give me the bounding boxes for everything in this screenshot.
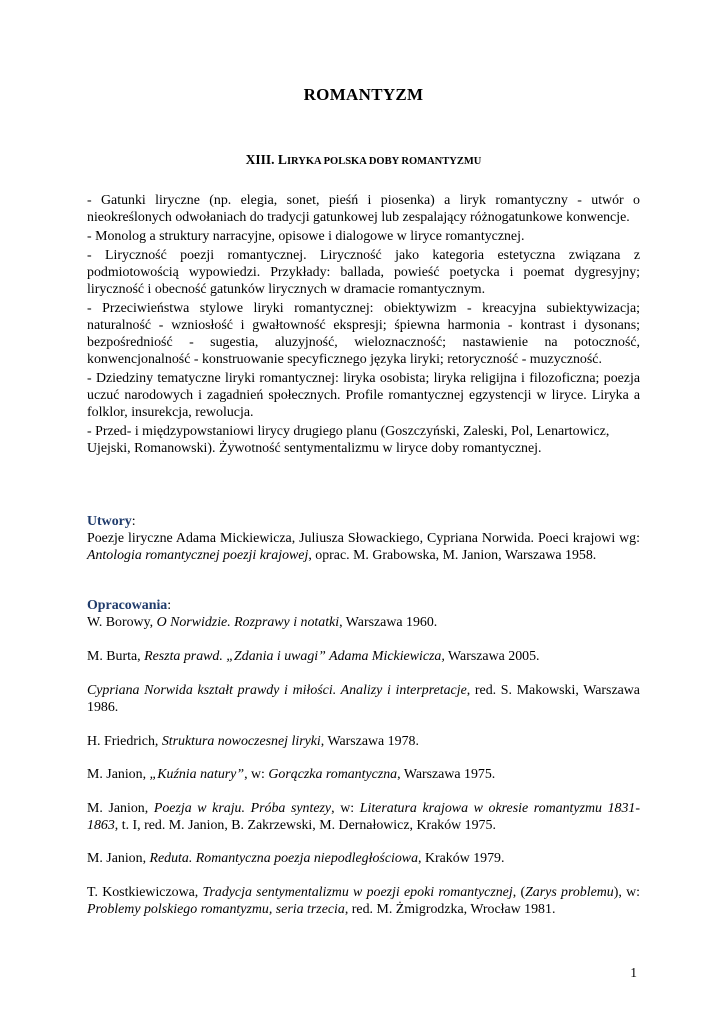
bibliography-entry: W. Borowy, O Norwidzie. Rozprawy i notatki, Warszawa 1960.: [87, 615, 438, 630]
topic-item: - Gatunki liryczne (np. elegia, sonet, pieśń i piosenka) a liryk romantyczny - utwór o nieokreślonych odwołaniach do tradycji gatunkowej lub zespalający różnogatunkowe konwencje.: [87, 193, 640, 225]
section-heading: [87, 152, 640, 168]
utwory-text: Poezje liryczne Adama Mickiewicza, Juliusza Słowackiego, Cypriana Norwida. Poeci krajowi wg: Antologia romantycznej poezji krajowej, oprac. M. Grabowska, M. Janion, Warszawa 1958.: [87, 531, 640, 563]
topic-item: - Liryczność poezji romantycznej. Liryczność jako kategoria estetyczna związana z podmiotowością wypowiedzi. Przykłady: ballada, powieść poetycka i poemat dygresyjny; liryczność i obecność gatunków lirycznych w dramacie romantycznym.: [87, 248, 640, 297]
page-number: 1: [630, 965, 637, 980]
utwory-colon: :: [131, 514, 136, 529]
section-heading-text: IRYKA POLSKA DOBY ROMANTYZMU: [286, 156, 482, 167]
page-title: ROMANTYZM: [303, 85, 424, 104]
topic-item: - Przed- i międzypowstaniowi lirycy drugiego planu (Goszczyński, Zaleski, Pol, Lenartowicz, Ujejski, Romanowski). Żywotność sentymentalizmu w liryce doby romantycznej.: [87, 424, 610, 456]
utwory-section: [87, 513, 640, 564]
topic-list: [87, 192, 640, 459]
bibliography-entry: H. Friedrich, Struktura nowoczesnej liryki, Warszawa 1978.: [87, 734, 419, 749]
opracowania-heading: [87, 597, 640, 614]
bibliography-entry: M. Janion, Reduta. Romantyczna poezja niepodległościowa, Kraków 1979.: [87, 851, 505, 866]
section-heading-number: XIII. L: [245, 152, 287, 167]
utwory-label: Utwory: [87, 514, 132, 529]
topic-item: - Dziedziny tematyczne liryki romantycznej: liryka osobista; liryka religijna i filozoficzna; poezja uczuć narodowych i zagadnień społecznych. Profile romantycznej egzystencji w liryce. Liryka a folklor, insurekcja, rewolucja.: [87, 371, 640, 420]
opracowania-colon: :: [167, 598, 172, 613]
bibliography-entry: M. Janion, „Kuźnia natury”, w: Gorączka romantyczna, Warszawa 1975.: [87, 767, 496, 782]
topic-item: - Przeciwieństwa stylowe liryki romantycznej: obiektywizm - kreacyjna subiektywizacja; naturalność - wzniosłość i gwałtowność ekspresji; śpiewna harmonia - kontrast i dysonans; bezpośredniość - sugestia, aluzyjność, wieloznaczność; nastawienie na potoczność, konwencjonalność - konstruowanie specyficznego języka liryki; retoryczność - muzyczność.: [87, 301, 640, 367]
bibliography-entry: M. Burta, Reszta prawd. „Zdania i uwagi” Adama Mickiewicza, Warszawa 2005.: [87, 649, 540, 664]
bibliography-entry: T. Kostkiewiczowa, Tradycja sentymentalizmu w poezji epoki romantycznej, (Zarys problemu), w: Problemy polskiego romantyzmu, seria trzecia, red. M. Żmigrodzka, Wrocław 1981.: [87, 885, 640, 917]
opracowania-label: Opracowania: [87, 598, 168, 613]
bibliography-entry: M. Janion, Poezja w kraju. Próba syntezy, w: Literatura krajowa w okresie romantyzmu 1831-1863, t. I, red. M. Janion, B. Zakrzewski, M. Dernałowicz, Kraków 1975.: [87, 801, 640, 833]
topic-item: - Monolog a struktury narracyjne, opisowe i dialogowe w liryce romantycznej.: [87, 229, 525, 244]
bibliography-entry: Cypriana Norwida kształt prawdy i miłości. Analizy i interpretacje, red. S. Makowski, Warszawa 1986.: [87, 683, 640, 715]
